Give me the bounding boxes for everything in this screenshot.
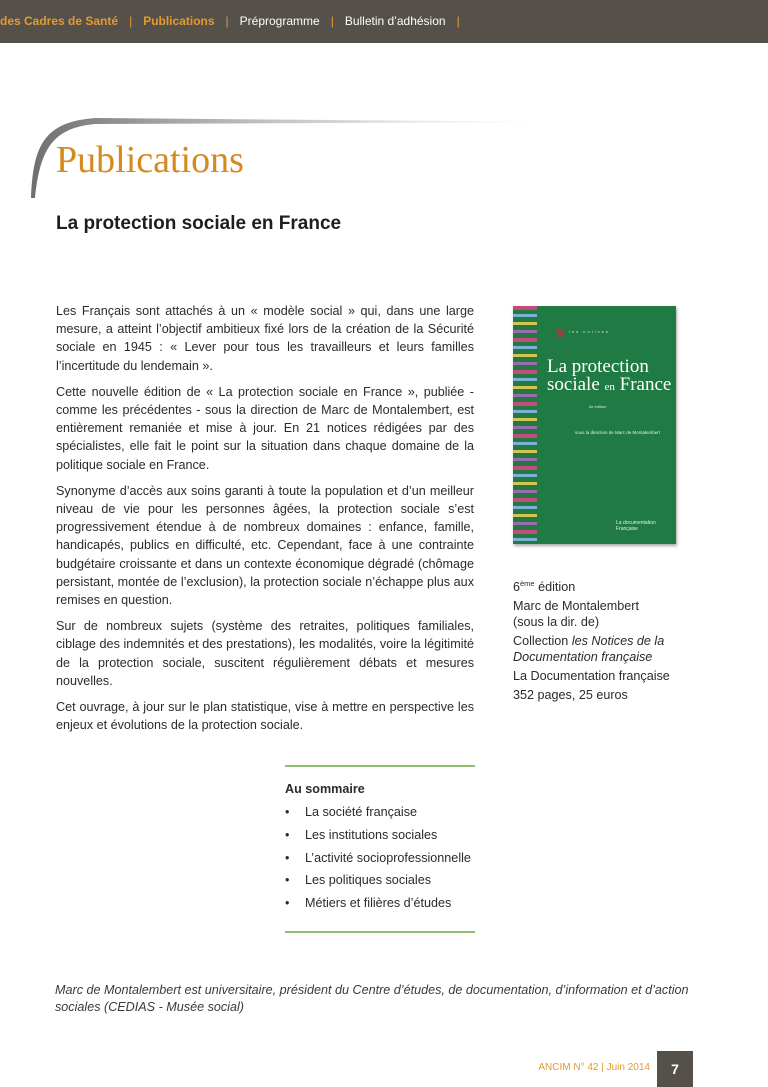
nav-separator: | (330, 14, 334, 28)
paragraph: Les Français sont attachés à un « modèle social » qui, dans une large mesure, a atteint l’objectif ambitieux fixé lors de la création de la Sécurité sociale en 1945 : « Lever pour tous les travailleurs et leurs familles l’incertitude du lendemain ». (56, 304, 474, 373)
list-item: • Les institutions sociales (285, 824, 475, 847)
contents-list (285, 801, 475, 915)
nav-item-bulletin-adhesion[interactable]: Bulletin d’adhésion (344, 14, 446, 28)
nav-separator: | (225, 14, 229, 28)
page-number: 7 (657, 1051, 693, 1087)
nav-separator: | (456, 14, 460, 28)
top-navigation-bar (0, 0, 768, 43)
book-author-role: (sous la dir. de) (513, 615, 600, 629)
issue-info: ANCIM N° 42 | Juin 2014 (538, 1062, 650, 1073)
paragraph: Synonyme d’accès aux soins garanti à toute la population et d’un meilleur niveau de vie pour les personnes âgées, la protection sociale s’est progressivement étendue à de nombreux domaines : enfance, famille, handicapés, publics en difficulté, etc. Cependant, face à une contrainte budgétaire croissante et dans un contexte économique dégradé (chômage persistant, montée de l’exclusion), la protection sociale n’échappe plus aux remises en question. (56, 483, 474, 608)
book-edition: 6ème édition (513, 579, 576, 594)
list-item: • Les politiques sociales (285, 869, 475, 892)
book-collection: Collection les Notices de la Documentation française (513, 634, 665, 664)
nav-item-publications[interactable]: Publications (143, 14, 215, 28)
paragraph: Cette nouvelle édition de « La protection sociale en France », publiée - comme les précédentes - sous la direction de Marc de Montalembert, est entièrement remaniée et mise à jour. En 21 notices rédigées par des spécialistes, elle fait le point sur la situation dans chaque domaine de la politique sociale en France. (56, 384, 474, 472)
book-title: La protection sociale en France (56, 213, 342, 234)
page-title: Publications (56, 139, 244, 181)
book-cover (513, 306, 676, 544)
book-pages-price: 352 pages, 25 euros (513, 688, 628, 702)
nav-item-cadres-de-sante[interactable]: des Cadres de Santé (0, 14, 119, 28)
book-info (513, 576, 703, 706)
list-item: • La société française (285, 801, 475, 824)
nav-item-preprogramme[interactable]: Préprogramme (239, 14, 320, 28)
cover-edition: 6e édition (589, 404, 607, 409)
cover-title: La protection sociale en France (547, 356, 672, 395)
table-of-contents (285, 765, 475, 933)
list-item: • L’activité socioprofessionnelle (285, 847, 475, 870)
cover-stripes (513, 306, 537, 544)
list-item: • Métiers et filières d’études (285, 892, 475, 915)
book-author: Marc de Montalembert (513, 599, 639, 613)
article-body (56, 302, 474, 742)
paragraph: Cet ouvrage, à jour sur le plan statistique, vise à mettre en perspective les enjeux et évolutions de la protection sociale. (56, 700, 474, 733)
cover-series-logo: N (556, 326, 565, 340)
book-publisher: La Documentation française (513, 669, 670, 683)
cover-series-name: les notices (569, 329, 610, 334)
nav-separator: | (129, 14, 133, 28)
paragraph: Sur de nombreux sujets (système des retraites, politiques familiales, ciblage des indemnités et des prestations), les modalités, voire la légitimité de la protection sociale, suscitent régulièrement débats et mesures nouvelles. (56, 619, 474, 688)
author-note: Marc de Montalembert est universitaire, président du Centre d’études, de documentation, d’information et d’action sociales (CEDIAS - Musée social) (55, 983, 689, 1014)
cover-author: sous la direction de Marc de Montalembert (575, 430, 661, 435)
contents-heading: Au sommaire (285, 782, 365, 796)
cover-publisher: La documentation Française (616, 520, 656, 532)
